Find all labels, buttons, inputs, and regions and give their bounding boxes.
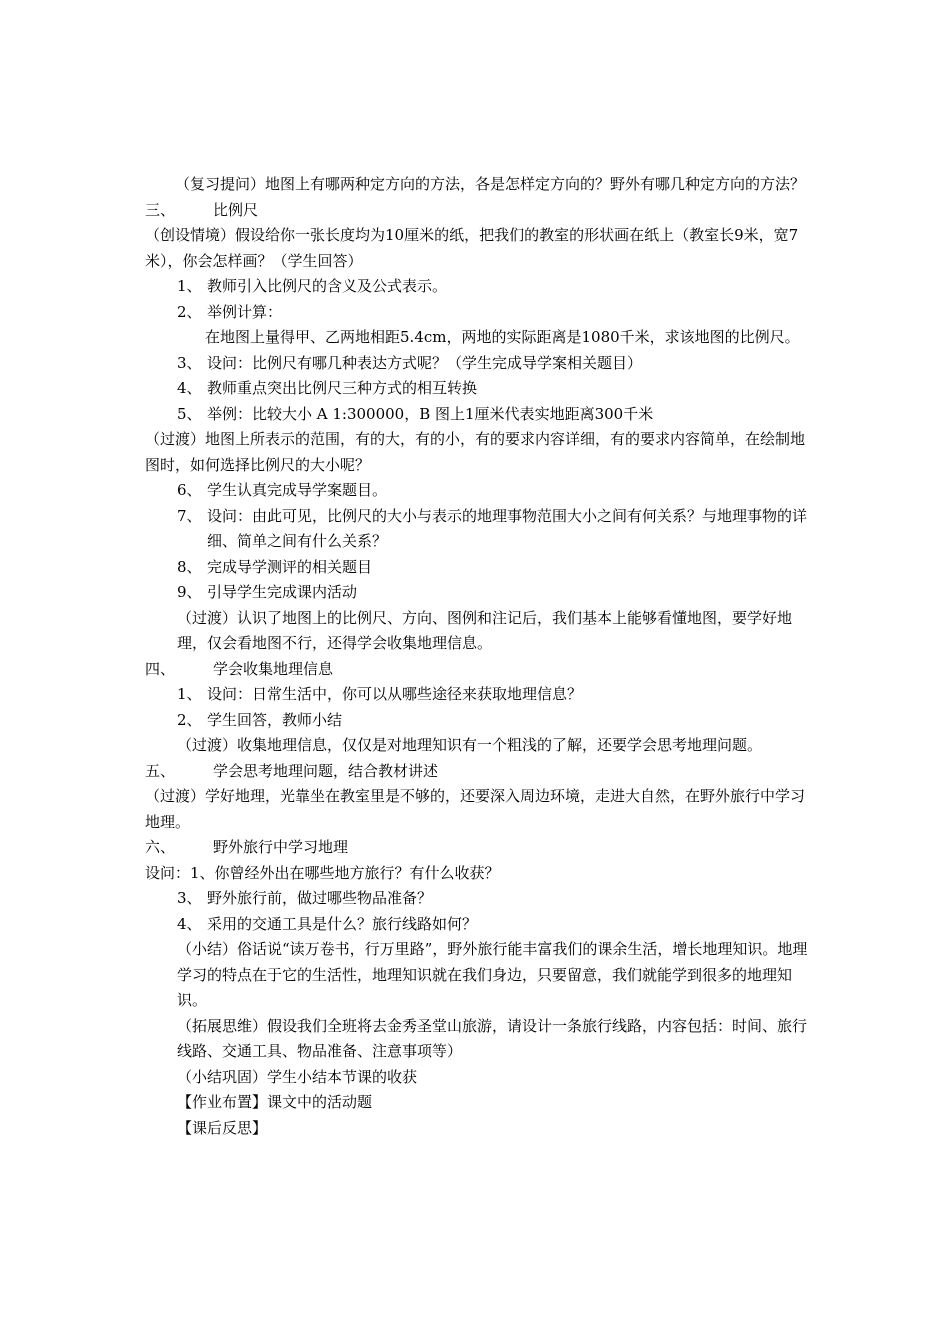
extension-paragraph: （拓展思维）假设我们全班将去金秀圣堂山旅游，请设计一条旅行线路，内容包括：时间、旅行线路、交通工具、物品准备、注意事项等） <box>177 1016 808 1060</box>
list-number: 4、 <box>177 914 202 933</box>
review-question: （复习提问）地图上有哪两种定方向的方法，各是怎样定方向的？野外有哪几种定方向的方法？ <box>175 175 806 193</box>
list-number: 1、 <box>177 277 202 295</box>
homework-line: 【作业布置】课文中的活动题 <box>177 1093 373 1111</box>
document-body <box>145 172 810 1141</box>
list-item <box>145 376 810 402</box>
scenario-paragraph: （创设情境）假设给你一张长度均为10厘米的纸，把我们的教室的形状画在纸上（教室长9米，宽7米），你会怎样画？（学生回答） <box>145 226 799 270</box>
transition-paragraph: （过渡）认识了地图上的比例尺、方向、图例和注记后，我们基本上能够看懂地图，要学好地理，仅会看地图不行，还得学会收集地理信息。 <box>177 608 793 652</box>
list-text: 采用的交通工具是什么？旅行线路如何？ <box>207 914 478 933</box>
section-title: 野外旅行中学习地理 <box>213 838 349 856</box>
list-text: 举例：比较大小 A 1:300000，B 图上1厘米代表实地距离300千米 <box>207 404 654 423</box>
list-item <box>145 555 810 581</box>
section-number: 三、 <box>145 200 176 219</box>
list-text: 举例计算： <box>207 302 283 321</box>
list-number: 8、 <box>177 557 202 576</box>
question-paragraph: 设问：1、你曾经外出在哪些地方旅行？有什么收获？ <box>145 863 500 882</box>
list-number: 3、 <box>177 353 202 372</box>
list-item <box>145 504 810 555</box>
list-item <box>145 912 810 938</box>
list-item <box>145 351 810 377</box>
section-number: 六、 <box>145 838 176 856</box>
section-title: 比例尺 <box>213 200 259 219</box>
list-item <box>145 682 810 708</box>
list-number: 9、 <box>177 583 202 601</box>
section-title: 学会收集地理信息 <box>213 659 334 678</box>
list-text: 引导学生完成课内活动 <box>207 583 358 601</box>
section-title: 学会思考地理问题，结合教材讲述 <box>213 761 439 780</box>
list-item <box>145 708 810 734</box>
reflection-line: 【课后反思】 <box>177 1118 268 1137</box>
list-text: 设问：由此可见，比例尺的大小与表示的地理事物范围大小之间有何关系？与地理事物的详细、简单之间有什么关系？ <box>207 506 808 550</box>
list-number: 7、 <box>177 506 202 525</box>
list-text: 教师重点突出比例尺三种方式的相互转换 <box>207 379 478 397</box>
list-text: 设问：日常生活中，你可以从哪些途径来获取地理信息？ <box>207 685 583 703</box>
list-item <box>145 478 810 504</box>
list-item <box>145 402 810 428</box>
list-text: 设问：比例尺有哪几种表达方式呢？（学生完成导学案相关题目） <box>207 353 643 372</box>
section-heading-think <box>145 759 810 785</box>
list-number: 3、 <box>177 889 202 907</box>
list-text: 野外旅行前，做过哪些物品准备？ <box>207 889 433 907</box>
list-text: 教师引入比例尺的含义及公式表示。 <box>207 277 448 295</box>
transition-paragraph: （过渡）学好地理，光靠坐在教室里是不够的，还要深入周边环境，走进大自然，在野外旅行中学习地理。 <box>145 787 806 831</box>
section-heading-scale <box>145 198 810 224</box>
list-number: 6、 <box>177 481 202 499</box>
transition-paragraph: （过渡）收集地理信息，仅仅是对地理知识有一个粗浅的了解，还要学会思考地理问题。 <box>177 736 763 754</box>
section-number: 四、 <box>145 659 176 678</box>
list-text: 学生回答，教师小结 <box>207 710 343 729</box>
list-number: 2、 <box>177 710 202 729</box>
consolidation-paragraph: （小结巩固）学生小结本节课的收获 <box>177 1067 418 1086</box>
list-number: 2、 <box>177 302 202 321</box>
transition-paragraph: （过渡）地图上所表示的范围，有的大，有的小，有的要求内容详细，有的要求内容简单，在绘制地图时，如何选择比例尺的大小呢？ <box>145 430 806 474</box>
section-heading-travel <box>145 835 810 861</box>
list-number: 1、 <box>177 685 202 703</box>
list-number: 4、 <box>177 379 202 397</box>
list-item <box>145 274 810 300</box>
list-number: 5、 <box>177 404 202 423</box>
list-item <box>145 580 810 606</box>
list-item <box>145 886 810 912</box>
list-text: 完成导学测评的相关题目 <box>207 557 373 576</box>
section-number: 五、 <box>145 761 176 780</box>
list-item <box>145 300 810 326</box>
list-text: 学生认真完成导学案题目。 <box>207 481 388 499</box>
example-problem: 在地图上量得甲、乙两地相距5.4cm，两地的实际距离是1080千米，求该地图的比例尺。 <box>205 328 800 346</box>
section-heading-collect <box>145 657 810 683</box>
summary-paragraph: （小结）俗话说“读万卷书，行万里路”，野外旅行能丰富我们的课余生活，增长地理知识。地理学习的特点在于它的生活性，地理知识就在我们身边，只要留意，我们就能学到很多的地理知识。 <box>177 940 808 1009</box>
